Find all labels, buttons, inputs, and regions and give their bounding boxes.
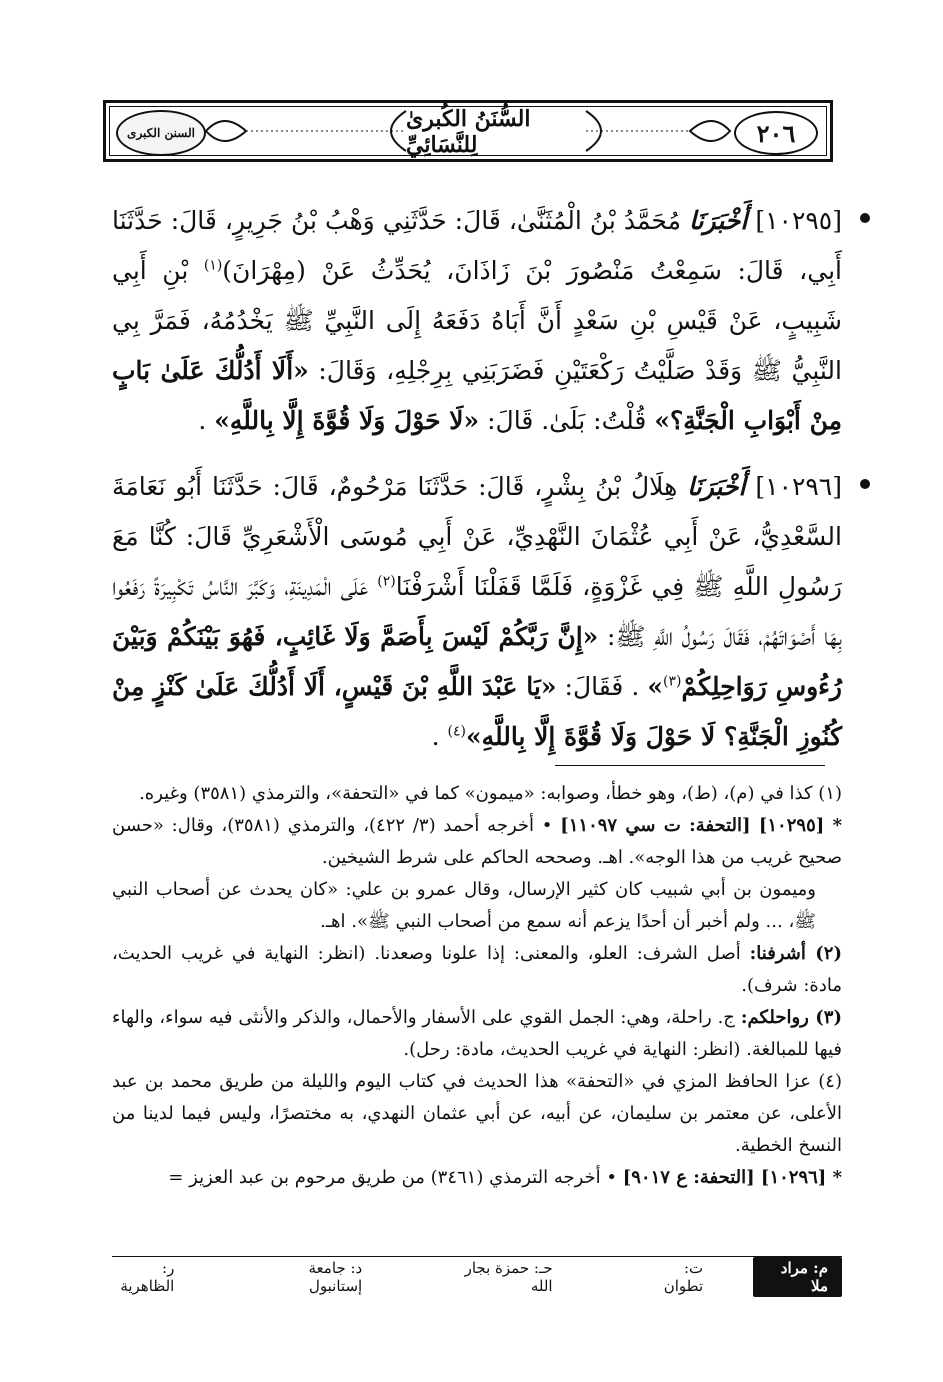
takhrij-body: • أخرجه الترمذي (٣٤٦١) من طريق مرحوم بن عبد العزيز = <box>168 1167 617 1188</box>
prophet-quote: «لَا حَوْلَ وَلَا قُوَّةَ إِلَّا بِاللَّهِ» <box>214 406 480 435</box>
footnote-body: أصل الشرف: العلو، والمعنى: إذا علونا وصعدنا. (انظر: النهاية في غريب الحديث، مادة: شرف). <box>112 943 842 996</box>
footnote-divider <box>555 765 825 766</box>
prophet-quote: «يَا عَبْدَ اللَّهِ بْنَ قَيْسٍ، أَلَا أَدُلُّكَ عَلَىٰ كَنْزٍ مِنْ كُنُوزِ الْجَنَّةِ؟ لَا حَوْلَ وَلَا قُوَّةَ إِلَّا بِاللَّهِ» <box>112 672 842 751</box>
hadith-text: بْنِ أَبِي شَبِيبٍ، عَنْ قَيْسِ بْنِ سَعْدٍ أَنَّ أَبَاهُ دَفَعَهُ إِلَى النَّبِيِّ ﷺ يَخْدُمُهُ، فَمَرَّ بِي النَّبِيُّ ﷺ وَقَدْ صَلَّيْتُ رَكْعَتَيْنِ فَضَرَبَنِي بِرِجْلِهِ، وَقَالَ: <box>112 256 842 385</box>
akhbarana-word: أَخْبَرَنَا <box>688 206 748 235</box>
bullet-icon <box>860 213 870 223</box>
footnote-term: (٣) رواحلكم: <box>740 1007 842 1028</box>
takhrij-head: * [١٠٢٩٦] [التحفة: ع ٩٠١٧] <box>622 1167 842 1188</box>
hadith-10295 <box>112 196 842 446</box>
bullet-icon <box>860 479 870 489</box>
quote-close: » <box>647 672 664 701</box>
page-header <box>103 100 833 162</box>
akhbarana-word: أَخْبَرَنَا <box>687 472 746 501</box>
siglum-h: حـ: حمزة بجار الله <box>464 1259 553 1295</box>
hadith-number: [١٠٢٩٦] <box>755 472 842 501</box>
hadith-end: . <box>198 406 207 435</box>
hadith-text: قُلْتُ: بَلَىٰ. قَالَ: <box>487 406 647 435</box>
footnote-4: (٤) عزا الحافظ المزي في «التحفة» هذا الحديث في كتاب اليوم والليلة من طريق محمد بن عبد الأعلى، عن معتمر بن سليمان، عن أبيه، عن أبي عثمان النهدي، به مختصرًا، وليس فيما لدينا من النسخ الخطية. <box>112 1071 842 1156</box>
takhrij-head: * [١٠٢٩٥] [التحفة: ت سي ١١٠٩٧] <box>560 815 842 836</box>
siglum-t: ت: تطوان <box>663 1259 704 1295</box>
prophet-quote: «أَلَا أَدُلُّكَ عَلَىٰ بَابٍ مِنْ أَبْوَابِ الْجَنَّةِ؟» <box>112 356 842 435</box>
footnote-ref-4[interactable]: (٤) <box>447 723 466 740</box>
book-emblem: السنن الكبرى <box>116 110 206 156</box>
sigla-divider <box>112 1256 842 1257</box>
footnote-3 <box>112 1002 842 1066</box>
footnote-ref-1[interactable]: (١) <box>203 257 223 274</box>
takhrij-body: • أخرجه أحمد (٣/ ٤٢٢)، والترمذي (٣٥٨١)، وقال: «حسن صحيح غريب من هذا الوجه». اهـ. وصححه الحاكم على شرط الشيخين. <box>112 815 842 868</box>
footnote-1: (١) كذا في (م)، (ط)، وهو خطأ، وصوابه: «ميمون» كما في «التحفة»، والترمذي (٣٥٨١) وغيره. <box>139 783 842 804</box>
prophet-quote: «إِنَّ رَبَّكُمْ لَيْسَ بِأَصَمَّ وَلَا غَائِبٍ، فَهُوَ بَيْنَكُمْ وَبَيْنَ رُءُوسِ رَوَاحِلِكُمْ <box>112 622 842 701</box>
siglum-d: د: جامعة إستانبول <box>308 1259 363 1295</box>
siglum-r: ر: الظاهرية <box>120 1259 175 1295</box>
takhrij-note: وميمون بن أبي شبيب كان كثير الإرسال، وقال عمرو بن علي: «كان يحدث عن أصحاب النبي ﷺ، ... ولم أخبر أن أحدًا يزعم أنه سمع من أصحاب النبي ﷺ». اهـ. <box>112 879 816 932</box>
footnote-term: (٢) أشرفنا: <box>749 943 842 964</box>
takhrij-10296 <box>112 1162 842 1194</box>
book-title: السُّنَنُ الكُبرىٰ لِلنَّسَائِيِّ <box>406 106 531 158</box>
footnotes <box>112 778 842 1194</box>
isnad-text: هِلَالُ بْنُ بِشْرٍ، قَالَ: حَدَّثَنَا مَرْحُومٌ، قَالَ: حَدَّثَنَا أَبُو نَعَامَةَ السَّعْدِيُّ، عَنْ أَبِي عُثْمَانَ النَّهْدِيِّ، عَنْ أَبِي مُوسَى الْأَشْعَرِيِّ قَالَ: كُنَّا مَعَ رَسُولِ اللَّهِ ﷺ فِي غَزْوَةٍ، فَلَمَّا قَفَلْنَا أَشْرَفْنَا <box>112 472 843 601</box>
page-number: ٢٠٦ <box>734 111 818 155</box>
takhrij-10295 <box>112 810 842 874</box>
hadith-text: . فَقَالَ: <box>564 672 640 701</box>
hadith-text: عَلَى الْمَدِينَةِ، وَكَبَّرَ النَّاسُ تَكْبِيرَةً رَفَعُوا بِهَا أَصْوَاتَهُمْ، فَقَالَ رَسُولُ اللَّهِ ﷺ: <box>112 572 842 651</box>
footnote-ref-3[interactable]: (٣) <box>663 673 682 690</box>
hadith-10296 <box>112 462 842 762</box>
isnad-text: مُحَمَّدُ بْنُ الْمُثَنَّىٰ، قَالَ: حَدَّثَنِي وَهْبُ بْنُ جَرِيرٍ، قَالَ: حَدَّثَنَا أَبِي، قَالَ: سَمِعْتُ مَنْصُورَ بْنَ زَاذَانَ، يُحَدِّثُ عَنْ (مِهْرَانَ) <box>112 206 842 285</box>
footnote-ref-2[interactable]: (٢) <box>377 573 396 590</box>
footnote-2 <box>112 938 842 1002</box>
hadith-number: [١٠٢٩٥] <box>755 206 842 235</box>
siglum-m: م: مراد ملا <box>753 1257 842 1297</box>
manuscript-sigla <box>112 1259 842 1295</box>
hadith-end: . <box>431 722 440 751</box>
footnote-body: ج. راحلة، وهي: الجمل القوي على الأسفار والأحمال، والذكر والأنثى فيه سواء، والهاء فيها للمبالغة. (انظر: النهاية في غريب الحديث، مادة: رحل). <box>112 1007 842 1060</box>
